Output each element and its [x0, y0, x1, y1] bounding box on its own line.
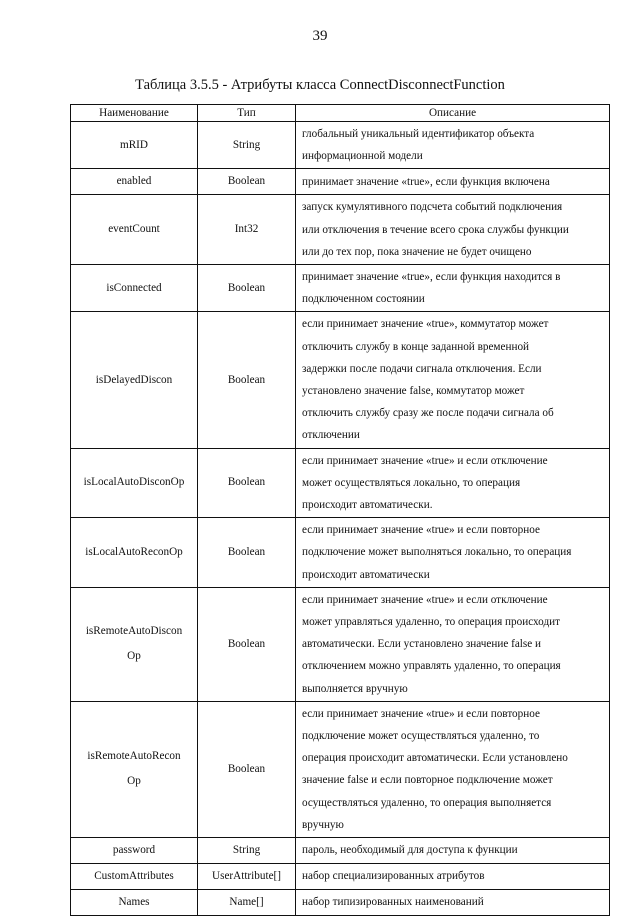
description-line: подключение может осуществляться удаленно, то: [302, 730, 540, 743]
description-line: если принимает значение «true» и если повторное: [302, 707, 540, 720]
attribute-description: [296, 701, 610, 837]
table-row: [71, 838, 610, 864]
table-header-row: [71, 105, 610, 122]
description-line: или отключения в течение всего срока службы функции: [302, 223, 569, 236]
attribute-name: [71, 587, 198, 701]
attribute-description: [296, 838, 610, 864]
table-body: [71, 122, 610, 916]
table-row: [71, 448, 610, 518]
description-line: подключенном состоянии: [302, 293, 425, 306]
attribute-name: isLocalAutoDisconOp: [71, 448, 198, 518]
description-line: значение false и если повторное подключение может: [302, 774, 553, 787]
description-line: вручную: [302, 818, 344, 831]
description-line: если принимает значение «true» и если отключение: [302, 454, 548, 467]
attributes-table: [70, 104, 610, 916]
table-caption: Таблица 3.5.5 - Атрибуты класса ConnectDisconnectFunction: [135, 77, 505, 93]
description-line: принимает значение «true», если функция находится в: [302, 271, 561, 284]
attribute-name: enabled: [71, 169, 198, 195]
table-row: [71, 312, 610, 448]
page-number: 39: [312, 28, 328, 44]
description-line: выполняется вручную: [302, 682, 408, 695]
attribute-name: Names: [71, 890, 198, 916]
attribute-description: [296, 122, 610, 169]
description-line: автоматически. Если установлено значение false и: [302, 638, 542, 651]
table-row: [71, 518, 610, 588]
attribute-description: [296, 265, 610, 312]
description-line: происходит автоматически.: [302, 499, 433, 512]
attribute-type: Boolean: [198, 701, 296, 837]
attribute-description: [296, 864, 610, 890]
attribute-name: password: [71, 838, 198, 864]
description-line: информационной модели: [302, 150, 423, 163]
description-line: может осуществляться локально, то операция: [302, 476, 521, 489]
description-line: глобальный уникальный идентификатор объекта: [302, 128, 535, 140]
attribute-description: [296, 195, 610, 265]
description-line: может управляться удаленно, то операция происходит: [302, 616, 561, 629]
attribute-type: Boolean: [198, 448, 296, 518]
attribute-name: isDelayedDiscon: [71, 312, 198, 448]
description-line: отключении: [302, 429, 360, 442]
description-line: происходит автоматически: [302, 568, 430, 581]
table-row: [71, 122, 610, 169]
attribute-name: eventCount: [71, 195, 198, 265]
attribute-type: Name[]: [198, 890, 296, 916]
attribute-name: mRID: [71, 122, 198, 169]
table-row: [71, 169, 610, 195]
table-row: [71, 864, 610, 890]
table-row: [71, 265, 610, 312]
header-description: Описание: [296, 105, 610, 122]
attribute-name: isConnected: [71, 265, 198, 312]
description-line: пароль, необходимый для доступа к функции: [302, 844, 518, 857]
attribute-description: [296, 312, 610, 448]
table-row: [71, 701, 610, 837]
attribute-description: [296, 518, 610, 588]
attribute-type: Boolean: [198, 518, 296, 588]
description-line: операция происходит автоматически. Если установлено: [302, 752, 568, 765]
description-line: если принимает значение «true», коммутатор может: [302, 318, 549, 331]
description-line: если принимает значение «true» и если повторное: [302, 524, 540, 537]
description-line: набор специализированных атрибутов: [302, 870, 485, 883]
description-line: осуществляться удаленно, то операция выполняется: [302, 796, 552, 809]
attribute-type: Boolean: [198, 312, 296, 448]
attribute-description: [296, 890, 610, 916]
table-row: [71, 890, 610, 916]
header-type: Тип: [198, 105, 296, 122]
description-line: отключением можно управлять удаленно, то операция: [302, 660, 561, 673]
description-line: отключить службу сразу же после подачи сигнала об: [302, 407, 554, 420]
attribute-type: Boolean: [198, 587, 296, 701]
attribute-description: [296, 169, 610, 195]
attribute-description: [296, 448, 610, 518]
attribute-name-line: isRemoteAutoRecon: [87, 750, 181, 763]
attribute-type: Boolean: [198, 169, 296, 195]
attribute-type: String: [198, 838, 296, 864]
description-line: подключение может выполняться локально, то операция: [302, 546, 572, 559]
attribute-type: UserAttribute[]: [198, 864, 296, 890]
attribute-type: String: [198, 122, 296, 169]
description-line: набор типизированных наименований: [302, 896, 484, 909]
description-line: принимает значение «true», если функция включена: [302, 175, 550, 188]
description-line: или до тех пор, пока значение не будет очищено: [302, 245, 532, 258]
description-line: запуск кумулятивного подсчета событий подключения: [302, 201, 563, 214]
attribute-name: [71, 701, 198, 837]
description-line: отключить службу в конце заданной временной: [302, 340, 530, 353]
attribute-name: CustomAttributes: [71, 864, 198, 890]
description-line: если принимает значение «true» и если отключение: [302, 593, 548, 606]
attribute-description: [296, 587, 610, 701]
attribute-name-line: isRemoteAutoDiscon: [85, 625, 183, 638]
attribute-type: Int32: [198, 195, 296, 265]
description-line: установлено значение false, коммутатор может: [302, 385, 525, 398]
attribute-name-line: Op: [127, 775, 141, 788]
description-line: задержки после подачи сигнала отключения. Если: [302, 362, 542, 375]
attribute-type: Boolean: [198, 265, 296, 312]
table-row: [71, 195, 610, 265]
header-name: Наименование: [71, 105, 198, 122]
table-row: [71, 587, 610, 701]
attribute-name: isLocalAutoReconOp: [71, 518, 198, 588]
attribute-name-line: Op: [127, 650, 141, 663]
